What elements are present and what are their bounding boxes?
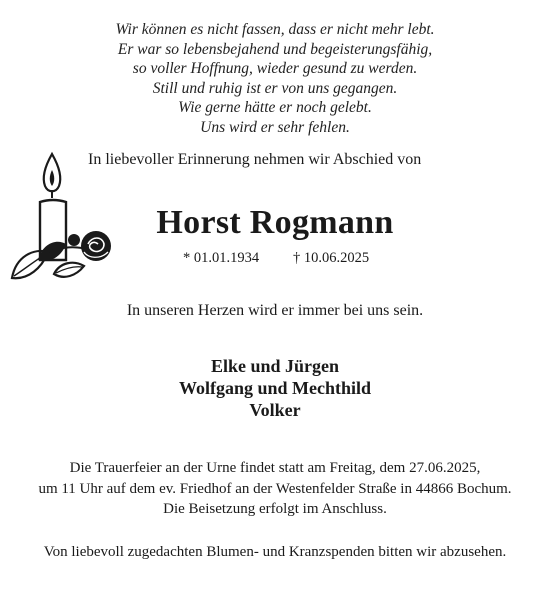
poem-line: Still und ruhig ist er von uns gegangen. — [152, 79, 398, 97]
service-line: Die Trauerfeier an der Urne findet statt am Freitag, dem 27.06.2025, — [69, 460, 481, 476]
donation-note: Von liebevoll zugedachten Blumen- und Kranzspenden bitten wir abzusehen. — [43, 544, 507, 560]
funeral-service-info — [0, 458, 550, 520]
memorial-poem — [0, 20, 550, 138]
poem-line: so voller Hoffnung, wieder gesund zu werden. — [132, 60, 418, 78]
memorial-saying: In unseren Herzen wird er immer bei uns sein. — [126, 302, 424, 319]
intro-text: In liebevoller Erinnerung nehmen wir Abschied von — [88, 151, 422, 168]
poem-line: Uns wird er sehr fehlen. — [200, 118, 350, 136]
service-line: Die Beisetzung erfolgt im Anschluss. — [163, 501, 387, 517]
poem-line: Wie gerne hätte er noch gelebt. — [178, 99, 372, 117]
birth-date: * 01.01.1934 — [183, 250, 260, 266]
family-line: Volker — [249, 400, 301, 420]
family-line: Elke und Jürgen — [210, 356, 340, 376]
deceased-name: Horst Rogmann — [156, 204, 394, 241]
service-line: um 11 Uhr auf dem ev. Friedhof an der Westenfelder Straße in 44866 Bochum. — [38, 480, 512, 497]
poem-line: Er war so lebensbejahend und begeisterungsfähig, — [117, 40, 433, 58]
family-line: Wolfgang und Mechthild — [178, 378, 372, 398]
family-signatures — [0, 355, 550, 421]
poem-line: Wir können es nicht fassen, dass er nicht mehr lebt. — [115, 21, 435, 38]
death-date: † 10.06.2025 — [293, 250, 370, 266]
